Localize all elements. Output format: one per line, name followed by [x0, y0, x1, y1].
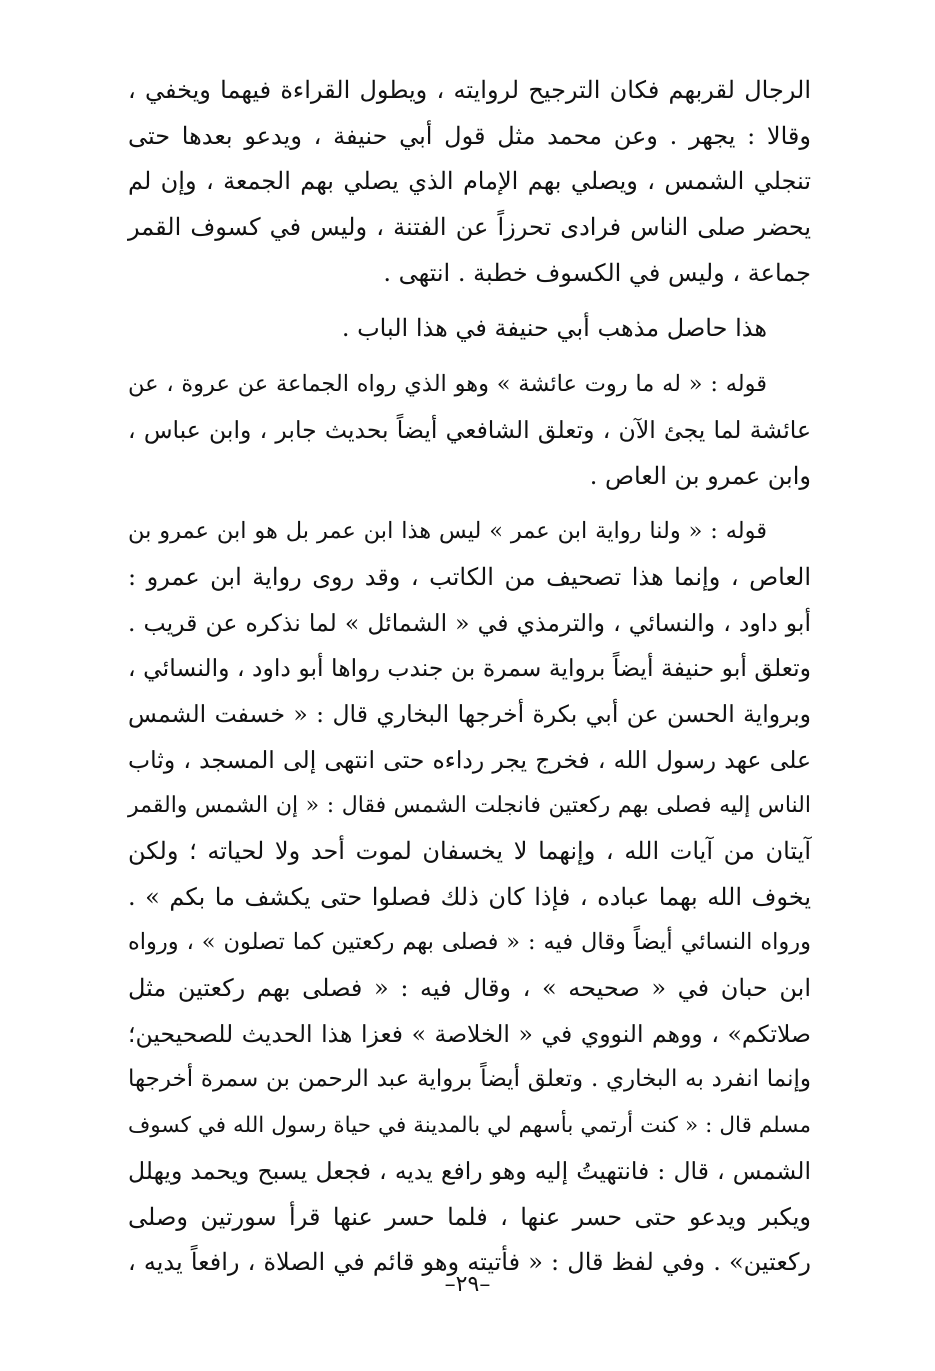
text-line: على عهد رسول الله ، فخرج يجر رداءه حتى انتهى إلى المسجد ، وثاب [128, 745, 811, 774]
text-line: تنجلي الشمس ، ويصلي بهم الإمام الذي يصلي بهم الجمعة ، وإن لم [128, 167, 811, 196]
text-line: الشمس ، قال : فانتهيتُ إليه وهو رافع يديه ، فجعل يسبح ويحمد ويهلل [128, 1156, 811, 1185]
text-line: مسلم قال : « كنت أرتمي بأسهم لي بالمدينة في حياة رسول الله في كسوف [128, 1113, 811, 1139]
text-line: يخوف الله بهما عباده ، فإذا كان ذلك فصلوا حتى يكشف ما بكم » . [128, 882, 811, 911]
paragraph-summary [128, 306, 811, 352]
main-text [128, 68, 811, 1286]
text-line: يحضر صلى الناس فرادى تحرزاً عن الفتنة ، وليس في كسوف القمر [128, 213, 811, 242]
text-line: الرجال لقربهم فكان الترجيح لروايته ، ويطول القراءة فيهما ويخفي ، [128, 76, 811, 104]
text-line: أبو داود ، والنسائي ، والترمذي في « الشمائل » لما نذكره عن قريب . [128, 608, 811, 637]
text-line: الناس إليه فصلى بهم ركعتين فانجلت الشمس فقال : « إن الشمس والقمر [128, 793, 811, 819]
text-line: آيتان من آيات الله ، وإنهما لا يخسفان لموت أحد ولا لحياته ؛ ولكن [128, 837, 811, 865]
text-line: وبرواية الحسن عن أبي بكرة أخرجها البخاري قال : « خسفت الشمس [128, 699, 811, 728]
text-line: ابن حبان في « صحيحه » ، وقال فيه : « فصلى بهم ركعتين مثل [128, 974, 811, 1003]
text-line: وقالا : يجهر . وعن محمد مثل قول أبي حنيفة ، ويدعو بعدها حتى [128, 121, 811, 150]
text-line: هذا حاصل مذهب أبي حنيفة في هذا الباب . [341, 314, 767, 343]
text-line: جماعة ، وليس في الكسوف خطبة . انتهى . [383, 258, 811, 287]
text-line: وابن عمرو بن العاص . [589, 461, 811, 490]
text-line: العاص ، وإنما هذا تصحيف من الكاتب ، وقد روى رواية ابن عمرو : [128, 562, 811, 591]
paragraph-ibn-umar [128, 509, 811, 1286]
text-line: ويكبر ويدعو حتى حسر عنها ، فلما حسر عنها قرأ سورتين وصلى [128, 1202, 811, 1231]
text-line: وتعلق أبو حنيفة أيضاً برواية سمرة بن جندب رواها أبو داود ، والنسائي ، [128, 654, 811, 683]
text-line: وإنما انفرد به البخاري . وتعلق أيضاً برواية عبد الرحمن بن سمرة أخرجها [128, 1066, 811, 1093]
text-line: عائشة لما يجئ الآن ، وتعلق الشافعي أيضاً بحديث جابر ، وابن عباس ، [128, 415, 811, 444]
text-line: قوله : « له ما روت عائشة » وهو الذي رواه الجماعة عن عروة ، عن [128, 371, 767, 398]
page-number: –٢٩– [444, 1272, 491, 1297]
text-line: ورواه النسائي أيضاً وقال فيه : « فصلى بهم ركعتين كما تصلون » ، ورواه [128, 929, 811, 956]
paragraph-continuation [128, 68, 811, 296]
text-line: قوله : « ولنا رواية ابن عمر » ليس هذا ابن عمر بل هو ابن عمرو بن [128, 518, 767, 545]
text-line: صلاتكم» ، ووهم النووي في « الخلاصة » فعزا هذا الحديث للصحيحين؛ [128, 1019, 811, 1048]
paragraph-aisha [128, 362, 811, 499]
text-line: ركعتين» . وفي لفظ قال : « فأتيته وهو قائم في الصلاة ، رافعاً يديه ، [128, 1248, 811, 1277]
